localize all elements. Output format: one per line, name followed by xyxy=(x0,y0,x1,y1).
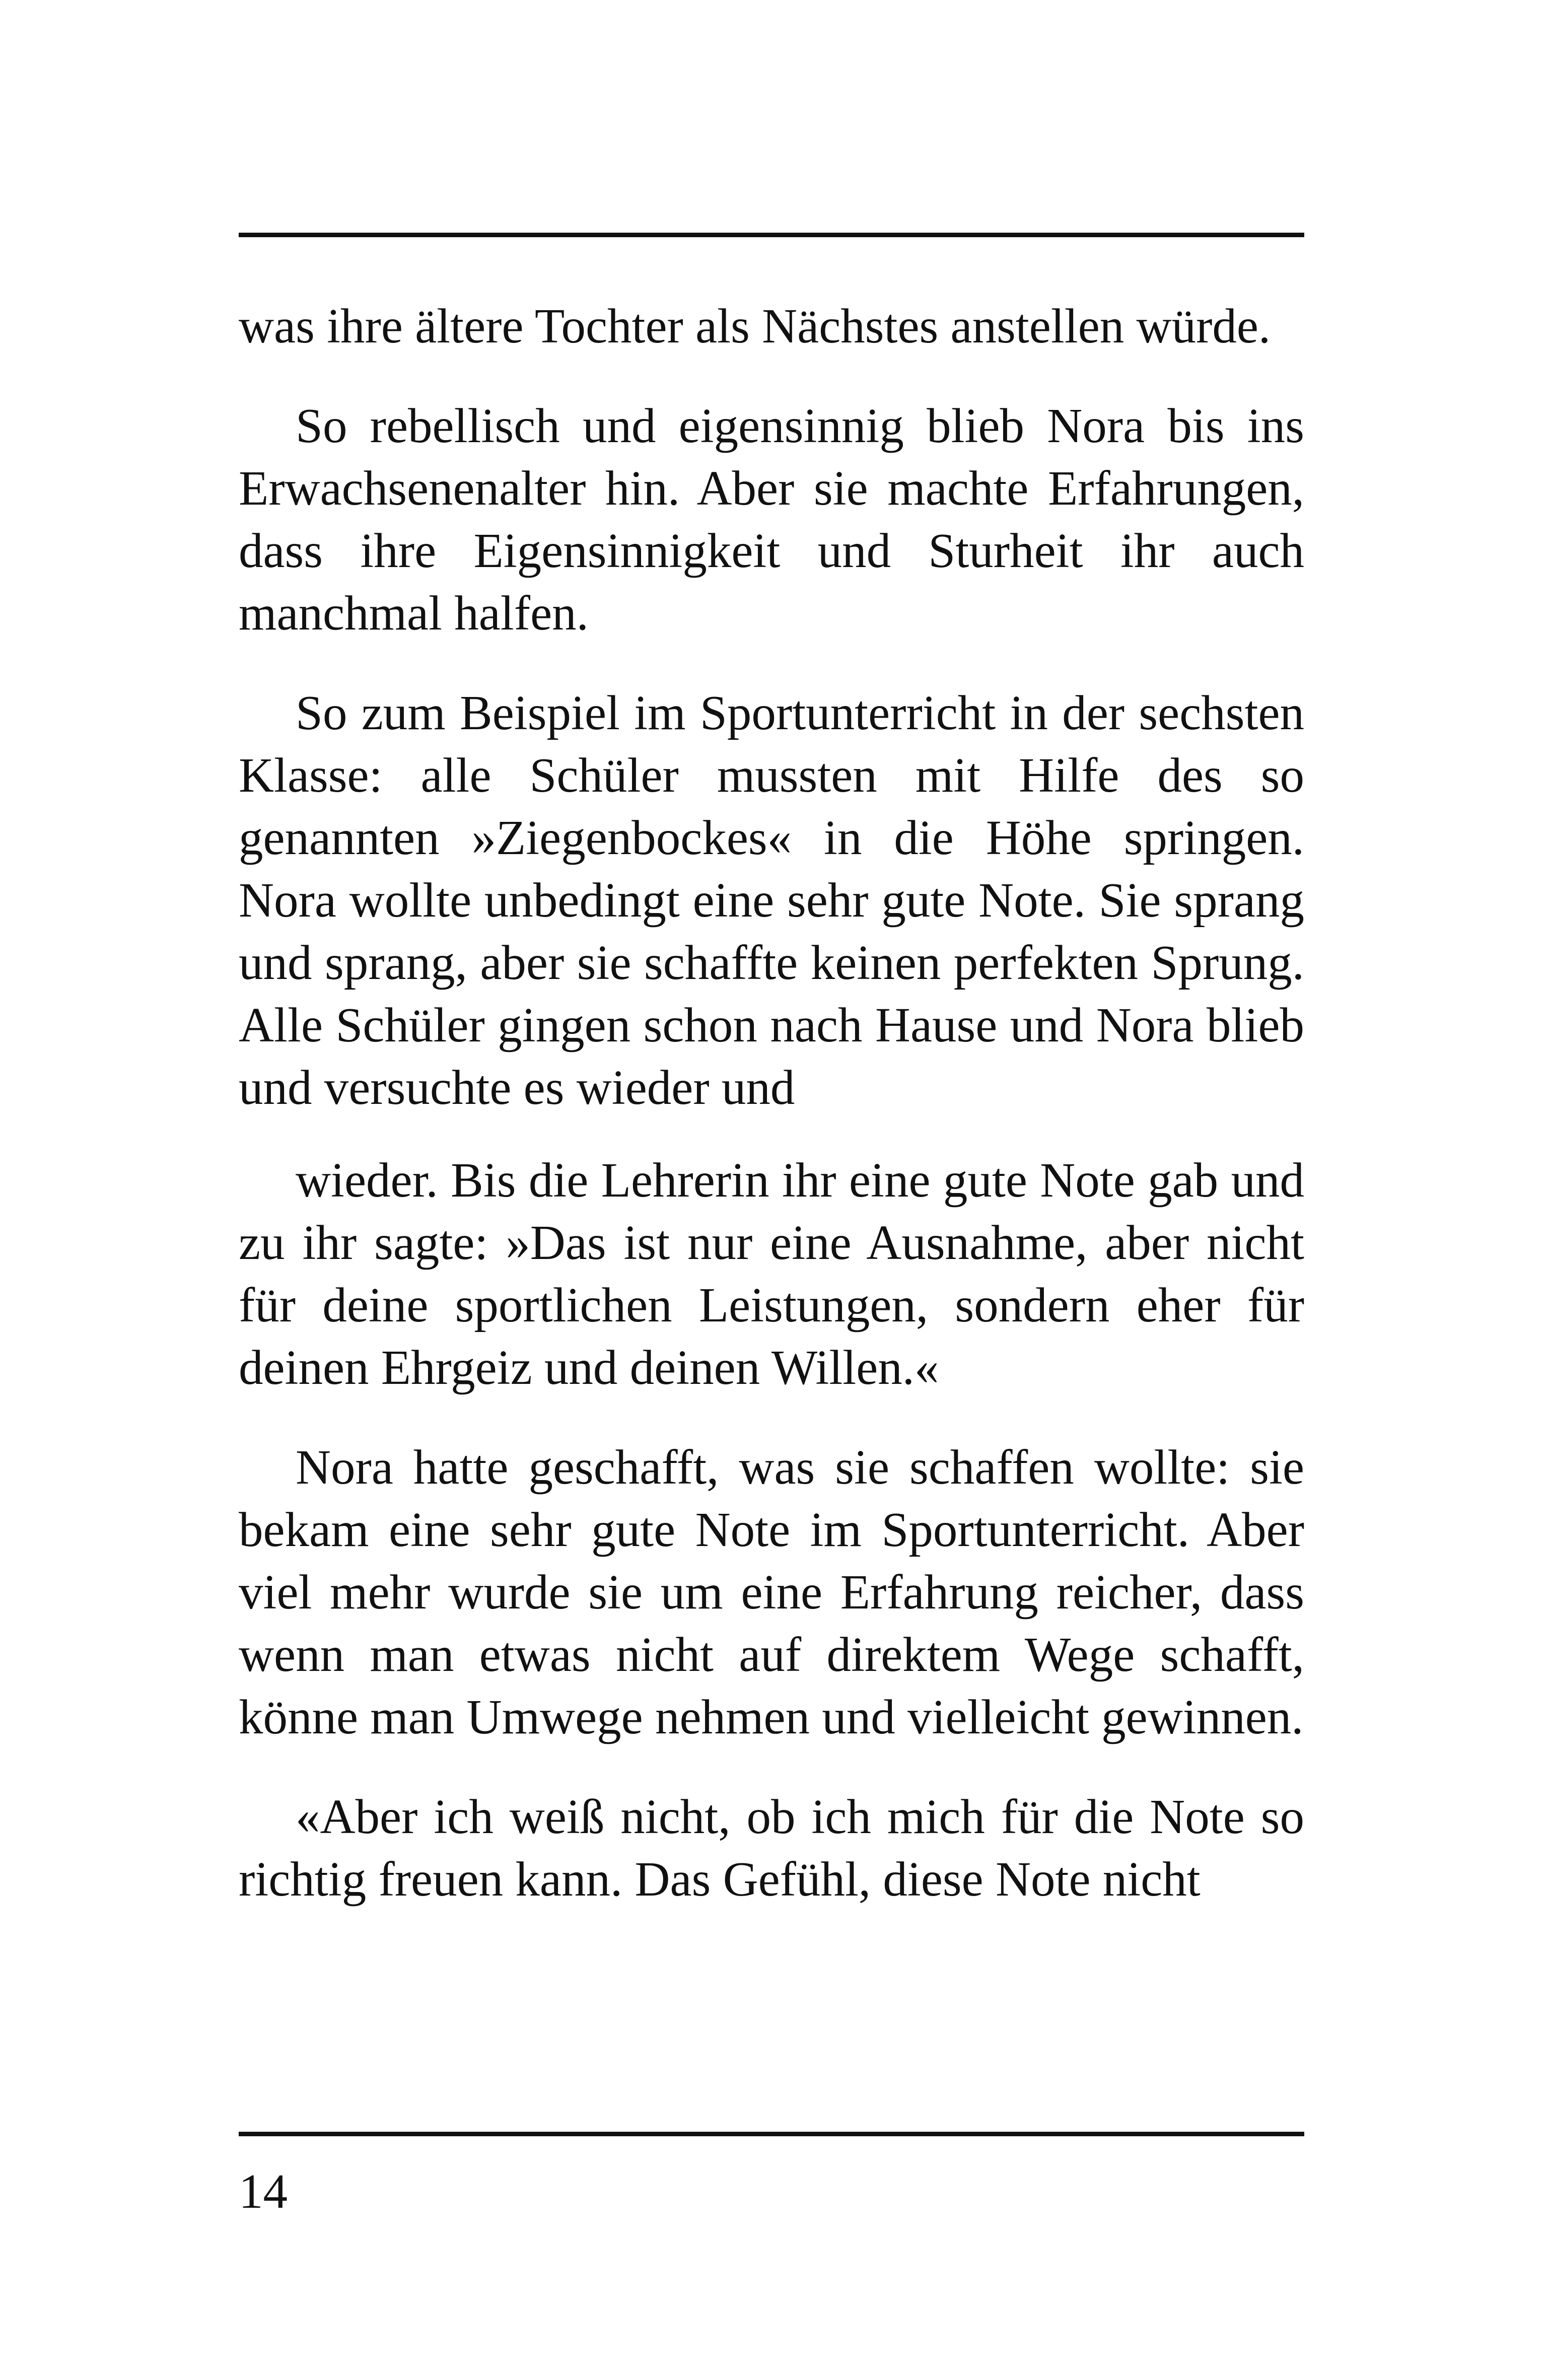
footer-rule xyxy=(239,2132,1304,2136)
header-rule xyxy=(239,233,1304,237)
paragraph-3: So zum Beispiel im Sportunterricht in der sechsten Klasse: alle Schüler mussten mit Hilfe des so genannten »Ziegenbockes« in die Höhe springen. Nora wollte unbedingt eine sehr gute Note. Sie sprang und sprang, aber sie schaffte keinen perfekten Sprung. Alle Schüler gingen schon nach Hause und Nora blieb und versuchte es wieder und xyxy=(239,686,1304,1114)
paragraph-1: was ihre ältere Tochter als Nächstes anstellen würde. xyxy=(239,299,1271,353)
page-number: 14 xyxy=(239,2164,288,2218)
body-text xyxy=(239,295,1304,1911)
paragraph-4: wieder. Bis die Lehrerin ihr eine gute Note gab und zu ihr sagte: »Das ist nur eine Ausnahme, aber nicht für deine sportlichen Leistungen, sondern eher für deinen Ehrgeiz und deinen Willen.« xyxy=(239,1153,1304,1394)
paragraph-5: Nora hatte geschafft, was sie schaffen wollte: sie bekam eine sehr gute Note im Sportunterricht. Aber viel mehr wurde sie um eine Erfahrung reicher, dass wenn man etwas nicht auf direktem Wege schafft, könne man Umwege nehmen und vielleicht gewinnen. xyxy=(239,1440,1304,1744)
paragraph-6: «Aber ich weiß nicht, ob ich mich für die Note so richtig freuen kann. Das Gefühl, diese Note nicht xyxy=(239,1790,1304,1906)
paragraph-2: So rebellisch und eigensinnig blieb Nora bis ins Erwachsenenalter hin. Aber sie machte Erfahrungen, dass ihre Eigensinnigkeit und Sturheit ihr auch manchmal halfen. xyxy=(239,399,1304,640)
